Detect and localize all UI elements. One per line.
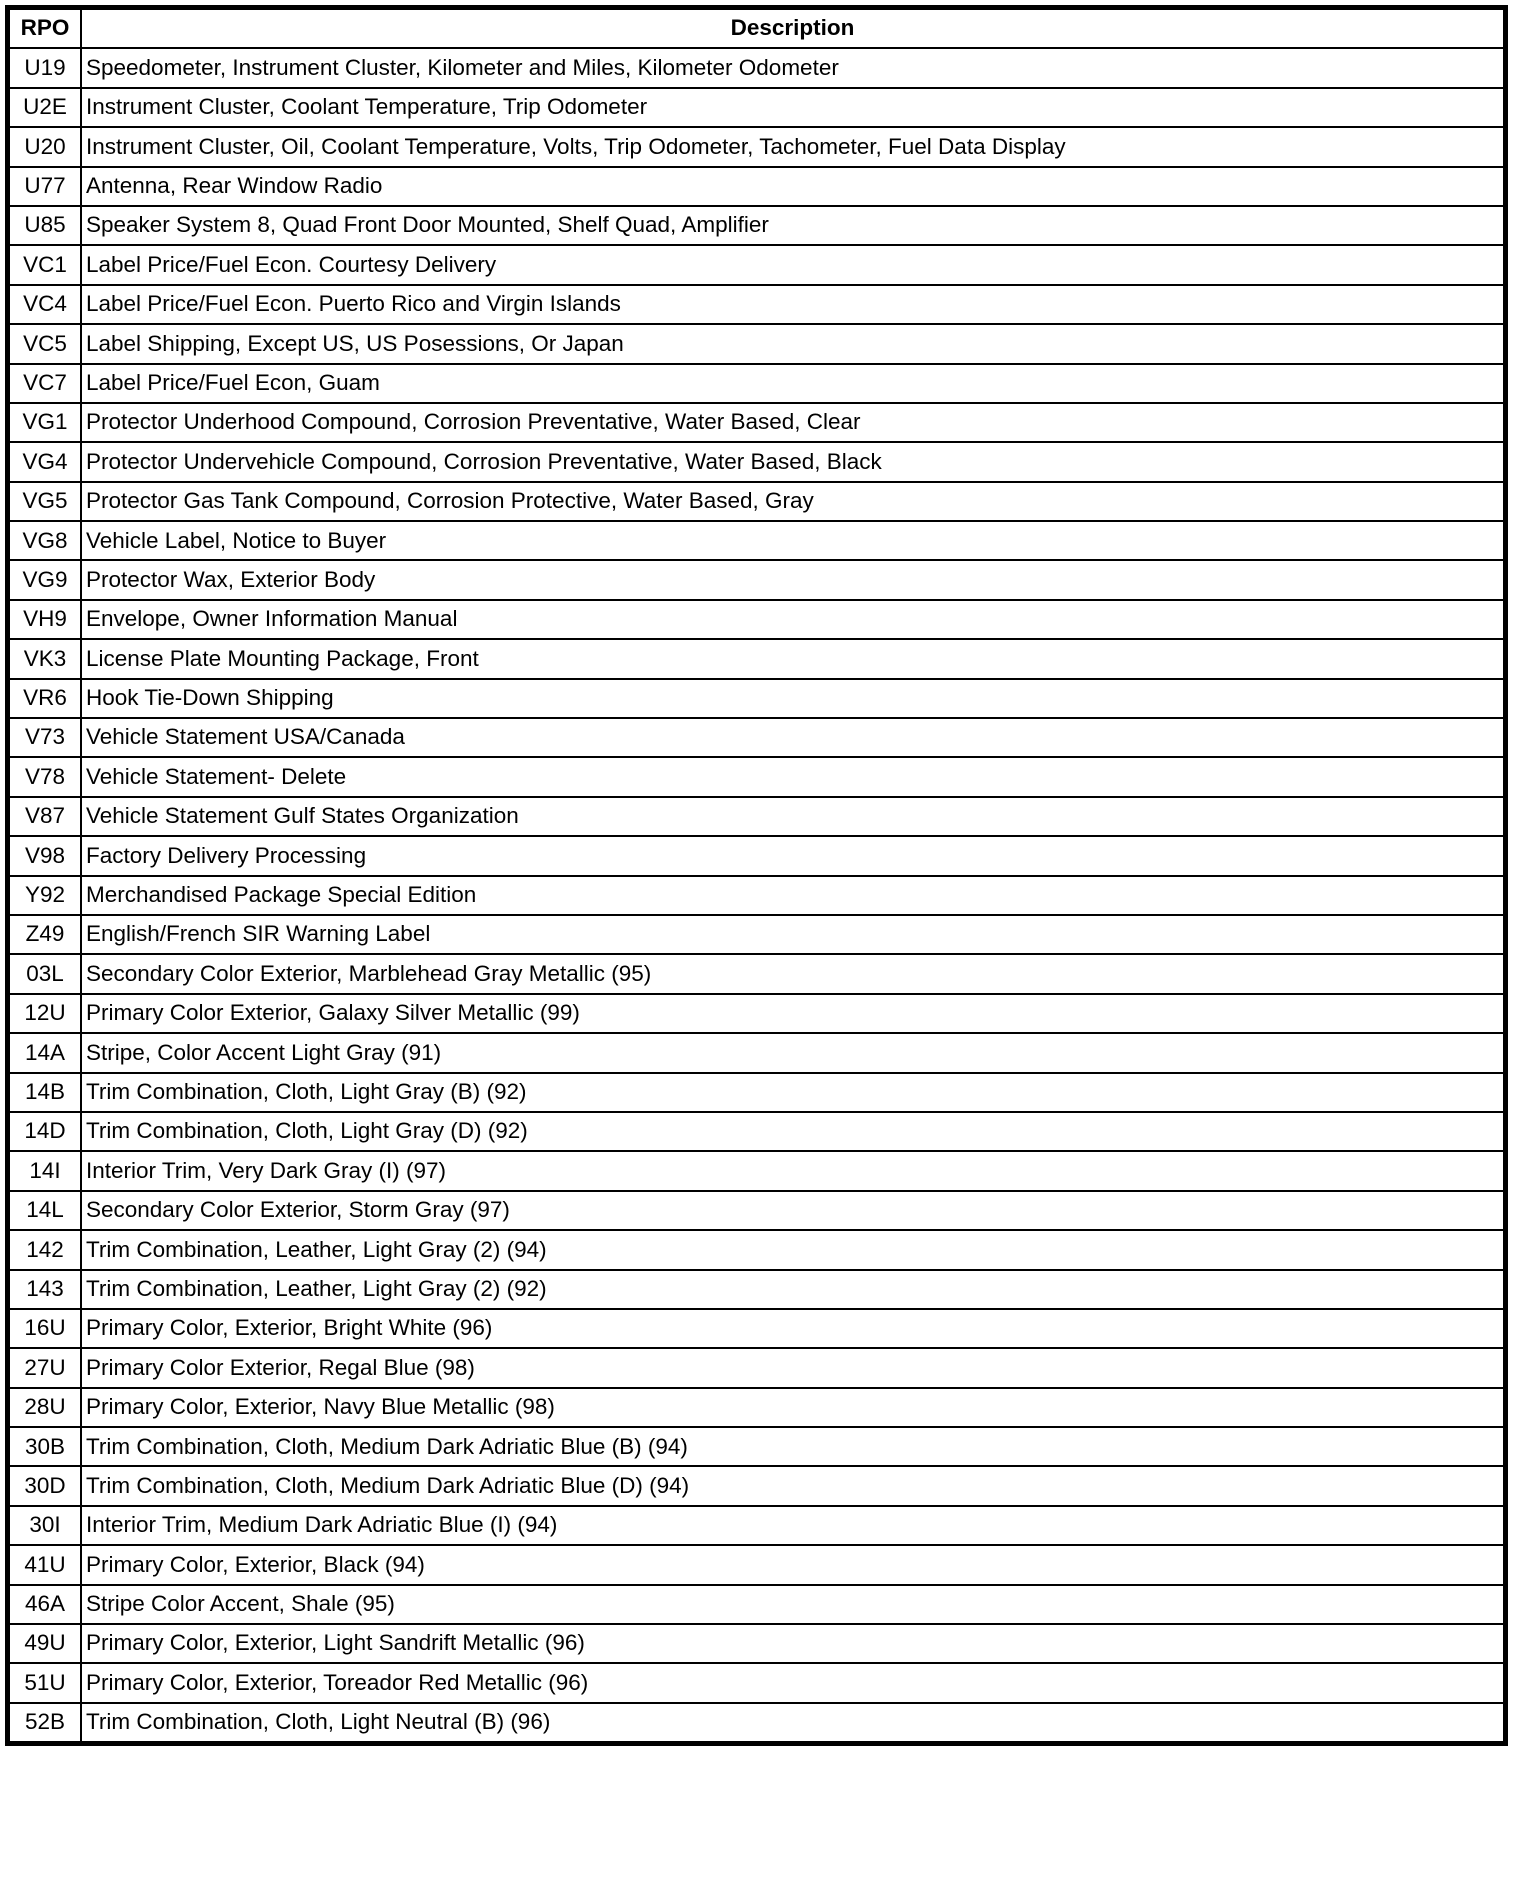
rpo-code-cell: U20 [8,127,82,166]
table-row [8,1585,1506,1624]
table-row [8,1270,1506,1309]
description-cell: Factory Delivery Processing [81,836,1506,875]
table-row [8,679,1506,718]
rpo-code-cell: 14L [8,1191,82,1230]
rpo-code-cell: 28U [8,1388,82,1427]
description-cell: Label Price/Fuel Econ. Puerto Rico and Virgin Islands [81,285,1506,324]
table-row [8,1309,1506,1348]
rpo-code-cell: 14I [8,1151,82,1190]
rpo-code-cell: Y92 [8,876,82,915]
rpo-code-cell: U85 [8,206,82,245]
description-cell: Interior Trim, Very Dark Gray (I) (97) [81,1151,1506,1190]
table-row [8,1545,1506,1584]
column-header-description: Description [81,8,1506,49]
table-header-row [8,8,1506,49]
description-cell: Primary Color, Exterior, Toreador Red Metallic (96) [81,1663,1506,1702]
rpo-code-cell: VG4 [8,442,82,481]
rpo-table [5,5,1508,1746]
description-cell: Protector Undervehicle Compound, Corrosion Preventative, Water Based, Black [81,442,1506,481]
rpo-code-cell: 143 [8,1270,82,1309]
rpo-code-cell: V98 [8,836,82,875]
description-cell: Protector Underhood Compound, Corrosion Preventative, Water Based, Clear [81,403,1506,442]
rpo-code-cell: VK3 [8,639,82,678]
description-cell: Protector Gas Tank Compound, Corrosion Protective, Water Based, Gray [81,482,1506,521]
description-cell: Vehicle Statement- Delete [81,757,1506,796]
table-row [8,206,1506,245]
rpo-code-cell: 51U [8,1663,82,1702]
table-row [8,324,1506,363]
description-cell: Instrument Cluster, Coolant Temperature, Trip Odometer [81,88,1506,127]
table-row [8,48,1506,87]
table-row [8,954,1506,993]
description-cell: License Plate Mounting Package, Front [81,639,1506,678]
table-row [8,797,1506,836]
rpo-code-cell: 30B [8,1427,82,1466]
table-row [8,1506,1506,1545]
table-row [8,1073,1506,1112]
rpo-code-cell: VC1 [8,245,82,284]
description-cell: Primary Color Exterior, Galaxy Silver Metallic (99) [81,994,1506,1033]
rpo-code-cell: 27U [8,1348,82,1387]
description-cell: Trim Combination, Leather, Light Gray (2) (94) [81,1230,1506,1269]
description-cell: Trim Combination, Cloth, Medium Dark Adriatic Blue (D) (94) [81,1466,1506,1505]
description-cell: Speedometer, Instrument Cluster, Kilometer and Miles, Kilometer Odometer [81,48,1506,87]
table-row [8,836,1506,875]
table-row [8,1703,1506,1744]
table-row [8,994,1506,1033]
description-cell: Secondary Color Exterior, Marblehead Gray Metallic (95) [81,954,1506,993]
table-row [8,127,1506,166]
table-row [8,1191,1506,1230]
rpo-code-cell: V73 [8,718,82,757]
table-row [8,285,1506,324]
rpo-code-cell: VH9 [8,600,82,639]
rpo-code-cell: 142 [8,1230,82,1269]
table-row [8,757,1506,796]
description-cell: Trim Combination, Cloth, Light Gray (B) (92) [81,1073,1506,1112]
rpo-code-cell: U19 [8,48,82,87]
rpo-code-cell: 14D [8,1112,82,1151]
table-row [8,600,1506,639]
table-row [8,1663,1506,1702]
rpo-code-cell: VC5 [8,324,82,363]
rpo-code-cell: VR6 [8,679,82,718]
table-row [8,88,1506,127]
rpo-code-cell: VG5 [8,482,82,521]
description-cell: Stripe Color Accent, Shale (95) [81,1585,1506,1624]
rpo-code-cell: 16U [8,1309,82,1348]
description-cell: Primary Color, Exterior, Bright White (96) [81,1309,1506,1348]
rpo-code-cell: VC7 [8,364,82,403]
rpo-code-cell: 14B [8,1073,82,1112]
rpo-code-cell: U77 [8,167,82,206]
rpo-code-cell: 12U [8,994,82,1033]
description-cell: Label Shipping, Except US, US Posessions, Or Japan [81,324,1506,363]
table-row [8,1151,1506,1190]
rpo-code-cell: 52B [8,1703,82,1744]
table-row [8,639,1506,678]
table-row [8,403,1506,442]
description-cell: Envelope, Owner Information Manual [81,600,1506,639]
description-cell: Interior Trim, Medium Dark Adriatic Blue (I) (94) [81,1506,1506,1545]
description-cell: Hook Tie-Down Shipping [81,679,1506,718]
table-row [8,915,1506,954]
rpo-code-cell: VG9 [8,560,82,599]
description-cell: Secondary Color Exterior, Storm Gray (97) [81,1191,1506,1230]
description-cell: Primary Color, Exterior, Navy Blue Metallic (98) [81,1388,1506,1427]
rpo-code-cell: V78 [8,757,82,796]
table-row [8,1112,1506,1151]
description-cell: Trim Combination, Cloth, Light Neutral (B) (96) [81,1703,1506,1744]
rpo-code-cell: 03L [8,954,82,993]
description-cell: Primary Color Exterior, Regal Blue (98) [81,1348,1506,1387]
description-cell: Vehicle Label, Notice to Buyer [81,521,1506,560]
description-cell: Label Price/Fuel Econ, Guam [81,364,1506,403]
table-row [8,245,1506,284]
table-row [8,482,1506,521]
table-row [8,1427,1506,1466]
description-cell: Vehicle Statement USA/Canada [81,718,1506,757]
rpo-code-cell: 46A [8,1585,82,1624]
description-cell: Stripe, Color Accent Light Gray (91) [81,1033,1506,1072]
table-row [8,560,1506,599]
description-cell: Merchandised Package Special Edition [81,876,1506,915]
description-cell: Protector Wax, Exterior Body [81,560,1506,599]
description-cell: Label Price/Fuel Econ. Courtesy Delivery [81,245,1506,284]
table-row [8,1624,1506,1663]
table-row [8,1230,1506,1269]
description-cell: Trim Combination, Cloth, Medium Dark Adriatic Blue (B) (94) [81,1427,1506,1466]
description-cell: Instrument Cluster, Oil, Coolant Temperature, Volts, Trip Odometer, Tachometer, Fuel Data Display [81,127,1506,166]
description-cell: Vehicle Statement Gulf States Organization [81,797,1506,836]
description-cell: Primary Color, Exterior, Black (94) [81,1545,1506,1584]
table-row [8,1388,1506,1427]
rpo-code-cell: VC4 [8,285,82,324]
table-row [8,167,1506,206]
description-cell: Speaker System 8, Quad Front Door Mounted, Shelf Quad, Amplifier [81,206,1506,245]
table-row [8,364,1506,403]
rpo-code-cell: U2E [8,88,82,127]
rpo-code-cell: 30D [8,1466,82,1505]
table-row [8,442,1506,481]
table-row [8,1348,1506,1387]
description-cell: Antenna, Rear Window Radio [81,167,1506,206]
table-row [8,1033,1506,1072]
table-row [8,521,1506,560]
rpo-code-cell: 49U [8,1624,82,1663]
description-cell: Trim Combination, Leather, Light Gray (2) (92) [81,1270,1506,1309]
rpo-code-cell: 41U [8,1545,82,1584]
rpo-code-cell: 14A [8,1033,82,1072]
rpo-code-cell: VG1 [8,403,82,442]
rpo-code-cell: V87 [8,797,82,836]
description-cell: English/French SIR Warning Label [81,915,1506,954]
rpo-code-cell: Z49 [8,915,82,954]
rpo-code-cell: VG8 [8,521,82,560]
table-row [8,1466,1506,1505]
rpo-code-cell: 30I [8,1506,82,1545]
description-cell: Primary Color, Exterior, Light Sandrift Metallic (96) [81,1624,1506,1663]
table-row [8,718,1506,757]
description-cell: Trim Combination, Cloth, Light Gray (D) (92) [81,1112,1506,1151]
table-row [8,876,1506,915]
column-header-rpo: RPO [8,8,82,49]
